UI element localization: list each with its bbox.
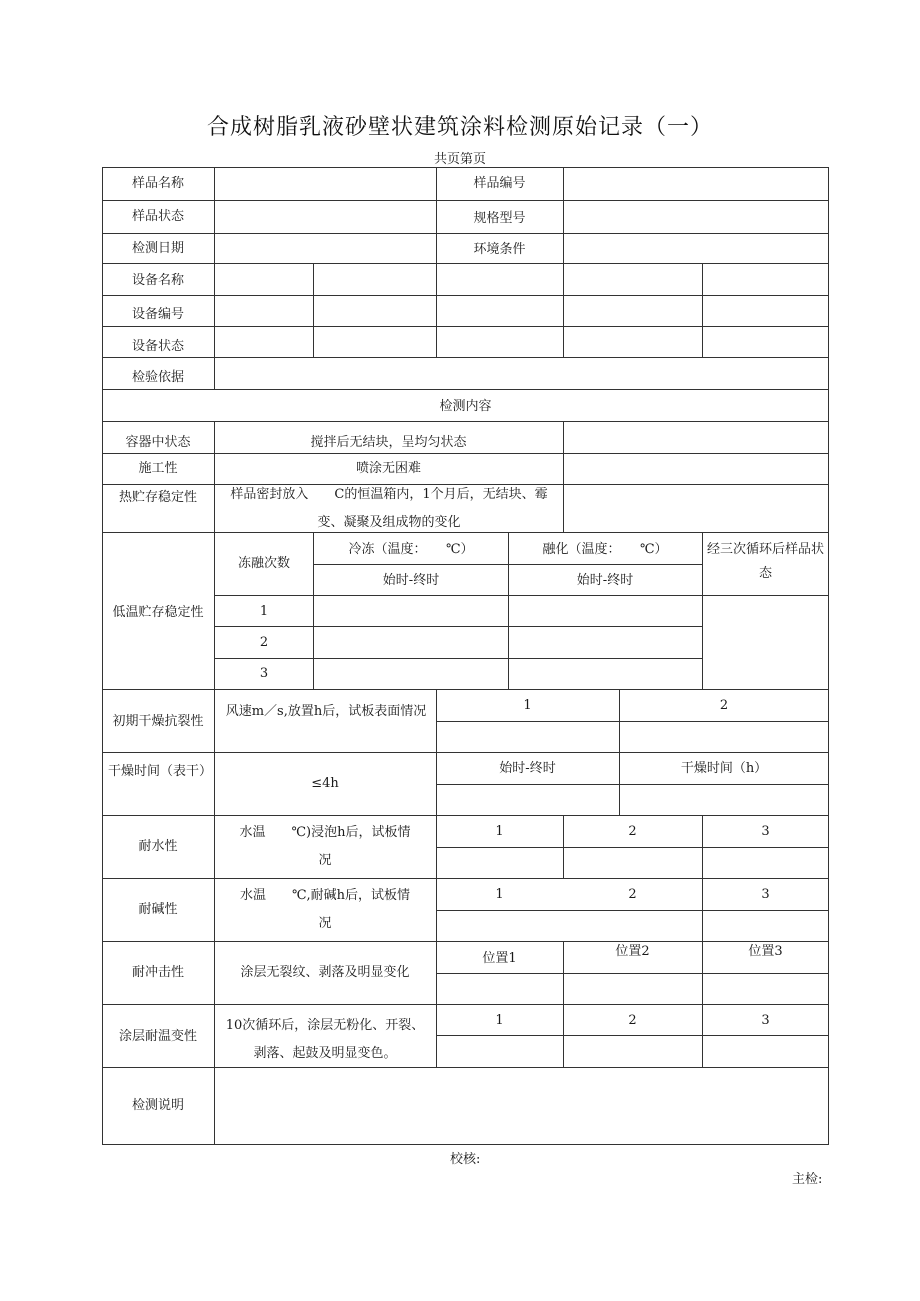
cycle-2: 2 [259,635,269,650]
env-condition-label: 环境条件 [473,242,526,257]
thaw-temp-label: 融化（温度： ℃） [542,542,668,557]
sample-state-label: 样品状态 [131,209,184,224]
impact-pos-1: 位置1 [482,951,517,966]
alkali-req: 水温 ℃,耐碱h后，试板情况 [239,888,411,931]
content-heading: 检测内容 [439,399,492,414]
container-req: 搅拌后无结块，呈均匀状态 [310,435,467,450]
crack-req: 风速m／s,放置h后，试板表面情况 [225,704,427,719]
impact-label: 耐冲击性 [131,965,184,980]
workability-req: 喷涂无困难 [355,461,421,476]
crack-label: 初期干燥抗裂性 [112,714,204,729]
freeze-start-end: 始时-终时 [382,573,440,588]
alkali-label: 耐碱性 [138,902,178,917]
cycle-3: 3 [259,666,269,681]
dry-time-hours: 干燥时间（h） [680,761,768,776]
freeze-thaw-count-label: 冻融次数 [237,556,290,571]
record-table [102,167,829,1145]
equipment-name-label: 设备名称 [131,273,184,288]
impact-req: 涂层无裂纹、剥落及明显变化 [240,965,410,980]
temp-change-label: 涂层耐温变性 [118,1029,197,1044]
sample-name-label: 样品名称 [131,176,184,191]
dry-start-end: 始时-终时 [499,761,556,776]
test-date-label: 检测日期 [131,241,184,256]
temp-change-col-2: 2 [628,1013,637,1028]
heat-storage-req: 样品密封放入 C的恒温箱内，1个月后，无结块、霉变、凝聚及组成物的变化 [230,487,548,530]
spec-model-label: 规格型号 [473,211,526,226]
water-col-2: 2 [628,824,637,839]
inspector-signature: 主检: [792,1172,823,1187]
alkali-col-3: 3 [761,887,770,902]
heat-storage-label: 热贮存稳定性 [118,490,197,505]
review-signature: 校核: [450,1152,481,1167]
alkali-col-2: 2 [628,887,637,902]
after-cycles-label: 经三次循环后样品状态 [706,542,824,581]
water-col-3: 3 [761,824,770,839]
impact-pos-2: 位置2 [615,944,650,959]
workability-label: 施工性 [138,461,178,476]
sample-no-label: 样品编号 [473,176,526,191]
temp-change-col-3: 3 [761,1013,770,1028]
alkali-col-1: 1 [495,887,504,902]
container-label: 容器中状态 [125,435,191,450]
temp-change-col-1: 1 [495,1013,504,1028]
page-info: 共页第页 [433,152,486,167]
low-temp-label: 低温贮存稳定性 [112,605,204,620]
basis-label: 检验依据 [131,370,184,385]
water-label: 耐水性 [138,839,178,854]
dry-time-label: 干燥时间（表干） [108,764,213,779]
water-col-1: 1 [495,824,504,839]
dry-time-req: ≤4h [311,776,339,791]
equipment-no-label: 设备编号 [131,307,184,322]
thaw-start-end: 始时-终时 [576,573,634,588]
crack-col-2: 2 [719,698,729,713]
water-req: 水温 ℃)浸泡h后，试板情况 [239,825,411,868]
crack-col-1: 1 [523,698,532,713]
impact-pos-3: 位置3 [748,944,783,959]
temp-change-req: 10次循环后，涂层无粉化、开裂、剥落、起鼓及明显变色。 [225,1018,425,1061]
note-label: 检测说明 [131,1098,184,1113]
cycle-1: 1 [259,604,269,619]
freeze-temp-label: 冷冻（温度： ℃） [348,542,474,557]
page-title: 合成树脂乳液砂壁状建筑涂料检测原始记录（一） [206,115,713,140]
equipment-state-label: 设备状态 [131,339,184,354]
